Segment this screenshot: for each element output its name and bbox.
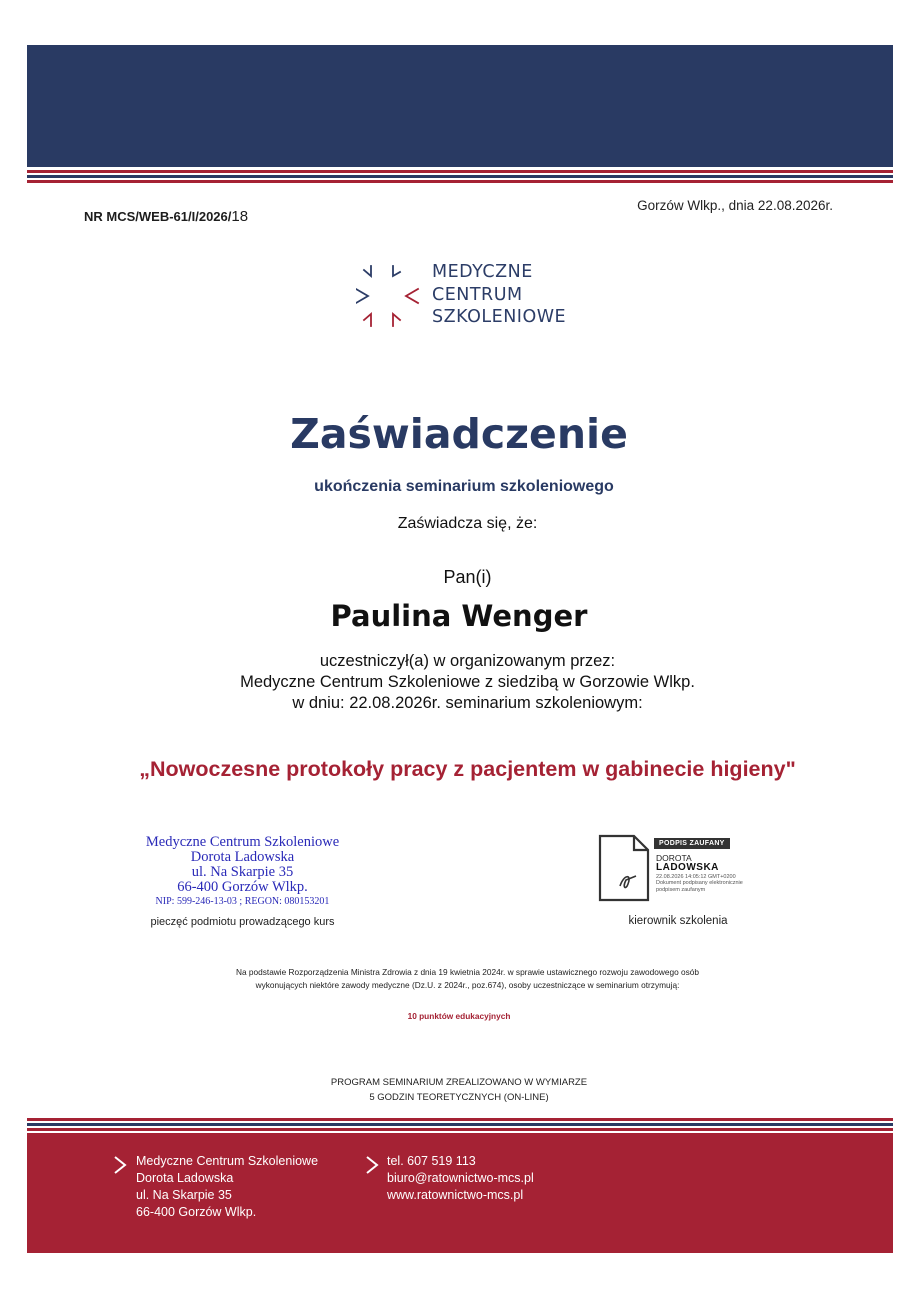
- description-line-2: Medyczne Centrum Szkoleniowe z siedzibą w Gorzowie Wlkp.: [240, 673, 695, 691]
- signature-caption: kierownik szkolenia: [628, 915, 728, 927]
- signature-timestamp: 22.08.2026 14:05:12 GMT+0200: [656, 874, 736, 880]
- place-date: Gorzów Wlkp., dnia 22.08.2026r.: [637, 198, 833, 213]
- document-number: [84, 208, 248, 225]
- document-number-suffix: 18: [231, 208, 249, 225]
- signer-last-name: LADOWSKA: [656, 862, 719, 873]
- legal-line-2: wykonujących niektóre zawody medyczne (Dz.U. z 2024r., poz.674), osoby uczestniczące w seminarium otrzymują:: [255, 980, 680, 990]
- description-line-3: w dniu: 22.08.2026r. seminarium szkoleniowym:: [292, 694, 643, 712]
- stamp-line-4: 66-400 Gorzów Wlkp.: [177, 879, 308, 895]
- logo-text: [432, 261, 566, 329]
- logo-line-1: MEDYCZNE: [432, 262, 533, 282]
- footer-address-line-3: ul. Na Skarpie 35: [136, 1188, 232, 1202]
- certificate-title: Zaświadczenie: [290, 410, 628, 458]
- footer-stripe-red-2: [27, 1128, 893, 1131]
- header-stripe-red-2: [27, 180, 893, 183]
- participation-description: [0, 651, 918, 714]
- stamp-line-5: NIP: 599-246-13-03 ; REGON: 080153201: [155, 896, 330, 907]
- certificate-intro: Zaświadcza się, że:: [397, 515, 538, 532]
- header-stripe-navy: [27, 175, 893, 178]
- logo-line-3: SZKOLENIOWE: [432, 307, 567, 327]
- salutation: Pan(i): [443, 567, 492, 587]
- description-line-1: uczestniczył(a) w organizowanym przez:: [319, 652, 616, 670]
- signature-meta: [656, 874, 766, 893]
- program-line-1: PROGRAM SEMINARIUM ZREALIZOWANO W WYMIARZE: [330, 1077, 588, 1088]
- program-scope: [0, 1075, 918, 1105]
- stamp-line-2: Dorota Ladowska: [190, 849, 295, 865]
- signature-note: Dokument podpisany elektronicznie podpisem zaufanym: [656, 880, 743, 893]
- course-title: „Nowoczesne protokoły pracy z pacjentem w gabinecie higieny": [139, 757, 796, 781]
- education-points: 10 punktów edukacyjnych: [407, 1011, 511, 1021]
- footer-address: [136, 1153, 318, 1221]
- organization-stamp: [130, 835, 355, 908]
- footer-address-line-1: Medyczne Centrum Szkoleniowe: [136, 1154, 319, 1168]
- footer-address-line-2: Dorota Ladowska: [136, 1171, 234, 1185]
- chevron-right-icon: [364, 1155, 380, 1175]
- trusted-signature-badge: PODPIS ZAUFANY: [654, 838, 730, 849]
- footer-phone: tel. 607 519 113: [387, 1154, 476, 1168]
- legal-line-1: Na podstawie Rozporządzenia Ministra Zdrowia z dnia 19 kwietnia 2024r. w sprawie ustawicznego rozwoju zawodowego osób: [235, 967, 700, 977]
- stamp-line-1: Medyczne Centrum Szkoleniowe: [145, 834, 340, 850]
- footer-email-link[interactable]: biuro@ratownictwo-mcs.pl: [387, 1171, 534, 1185]
- header-stripe-red: [27, 170, 893, 173]
- certificate-subtitle: ukończenia seminarium szkoleniowego: [314, 478, 614, 495]
- logo-line-2: CENTRUM: [432, 284, 523, 305]
- participant-name: Paulina Wenger: [330, 599, 588, 633]
- document-number-prefix: NR MCS/WEB-61/I/2026/: [84, 209, 232, 224]
- legal-basis: [170, 966, 765, 992]
- stamp-caption: pieczęć podmiotu prowadzącego kurs: [150, 916, 335, 928]
- header-band: [27, 45, 893, 167]
- footer-stripe-navy: [27, 1123, 893, 1126]
- footer-stripe-red: [27, 1118, 893, 1121]
- program-line-2: 5 GODZIN TEORETYCZNYCH (ON-LINE): [369, 1092, 549, 1103]
- footer-website-link[interactable]: www.ratownictwo-mcs.pl: [387, 1188, 524, 1202]
- signer-first-name: DOROTA: [656, 853, 692, 863]
- stamp-line-3: ul. Na Skarpie 35: [191, 864, 294, 880]
- footer-address-line-4: 66-400 Gorzów Wlkp.: [136, 1205, 257, 1219]
- chevron-right-icon: [112, 1155, 128, 1175]
- footer-contact: [387, 1153, 534, 1204]
